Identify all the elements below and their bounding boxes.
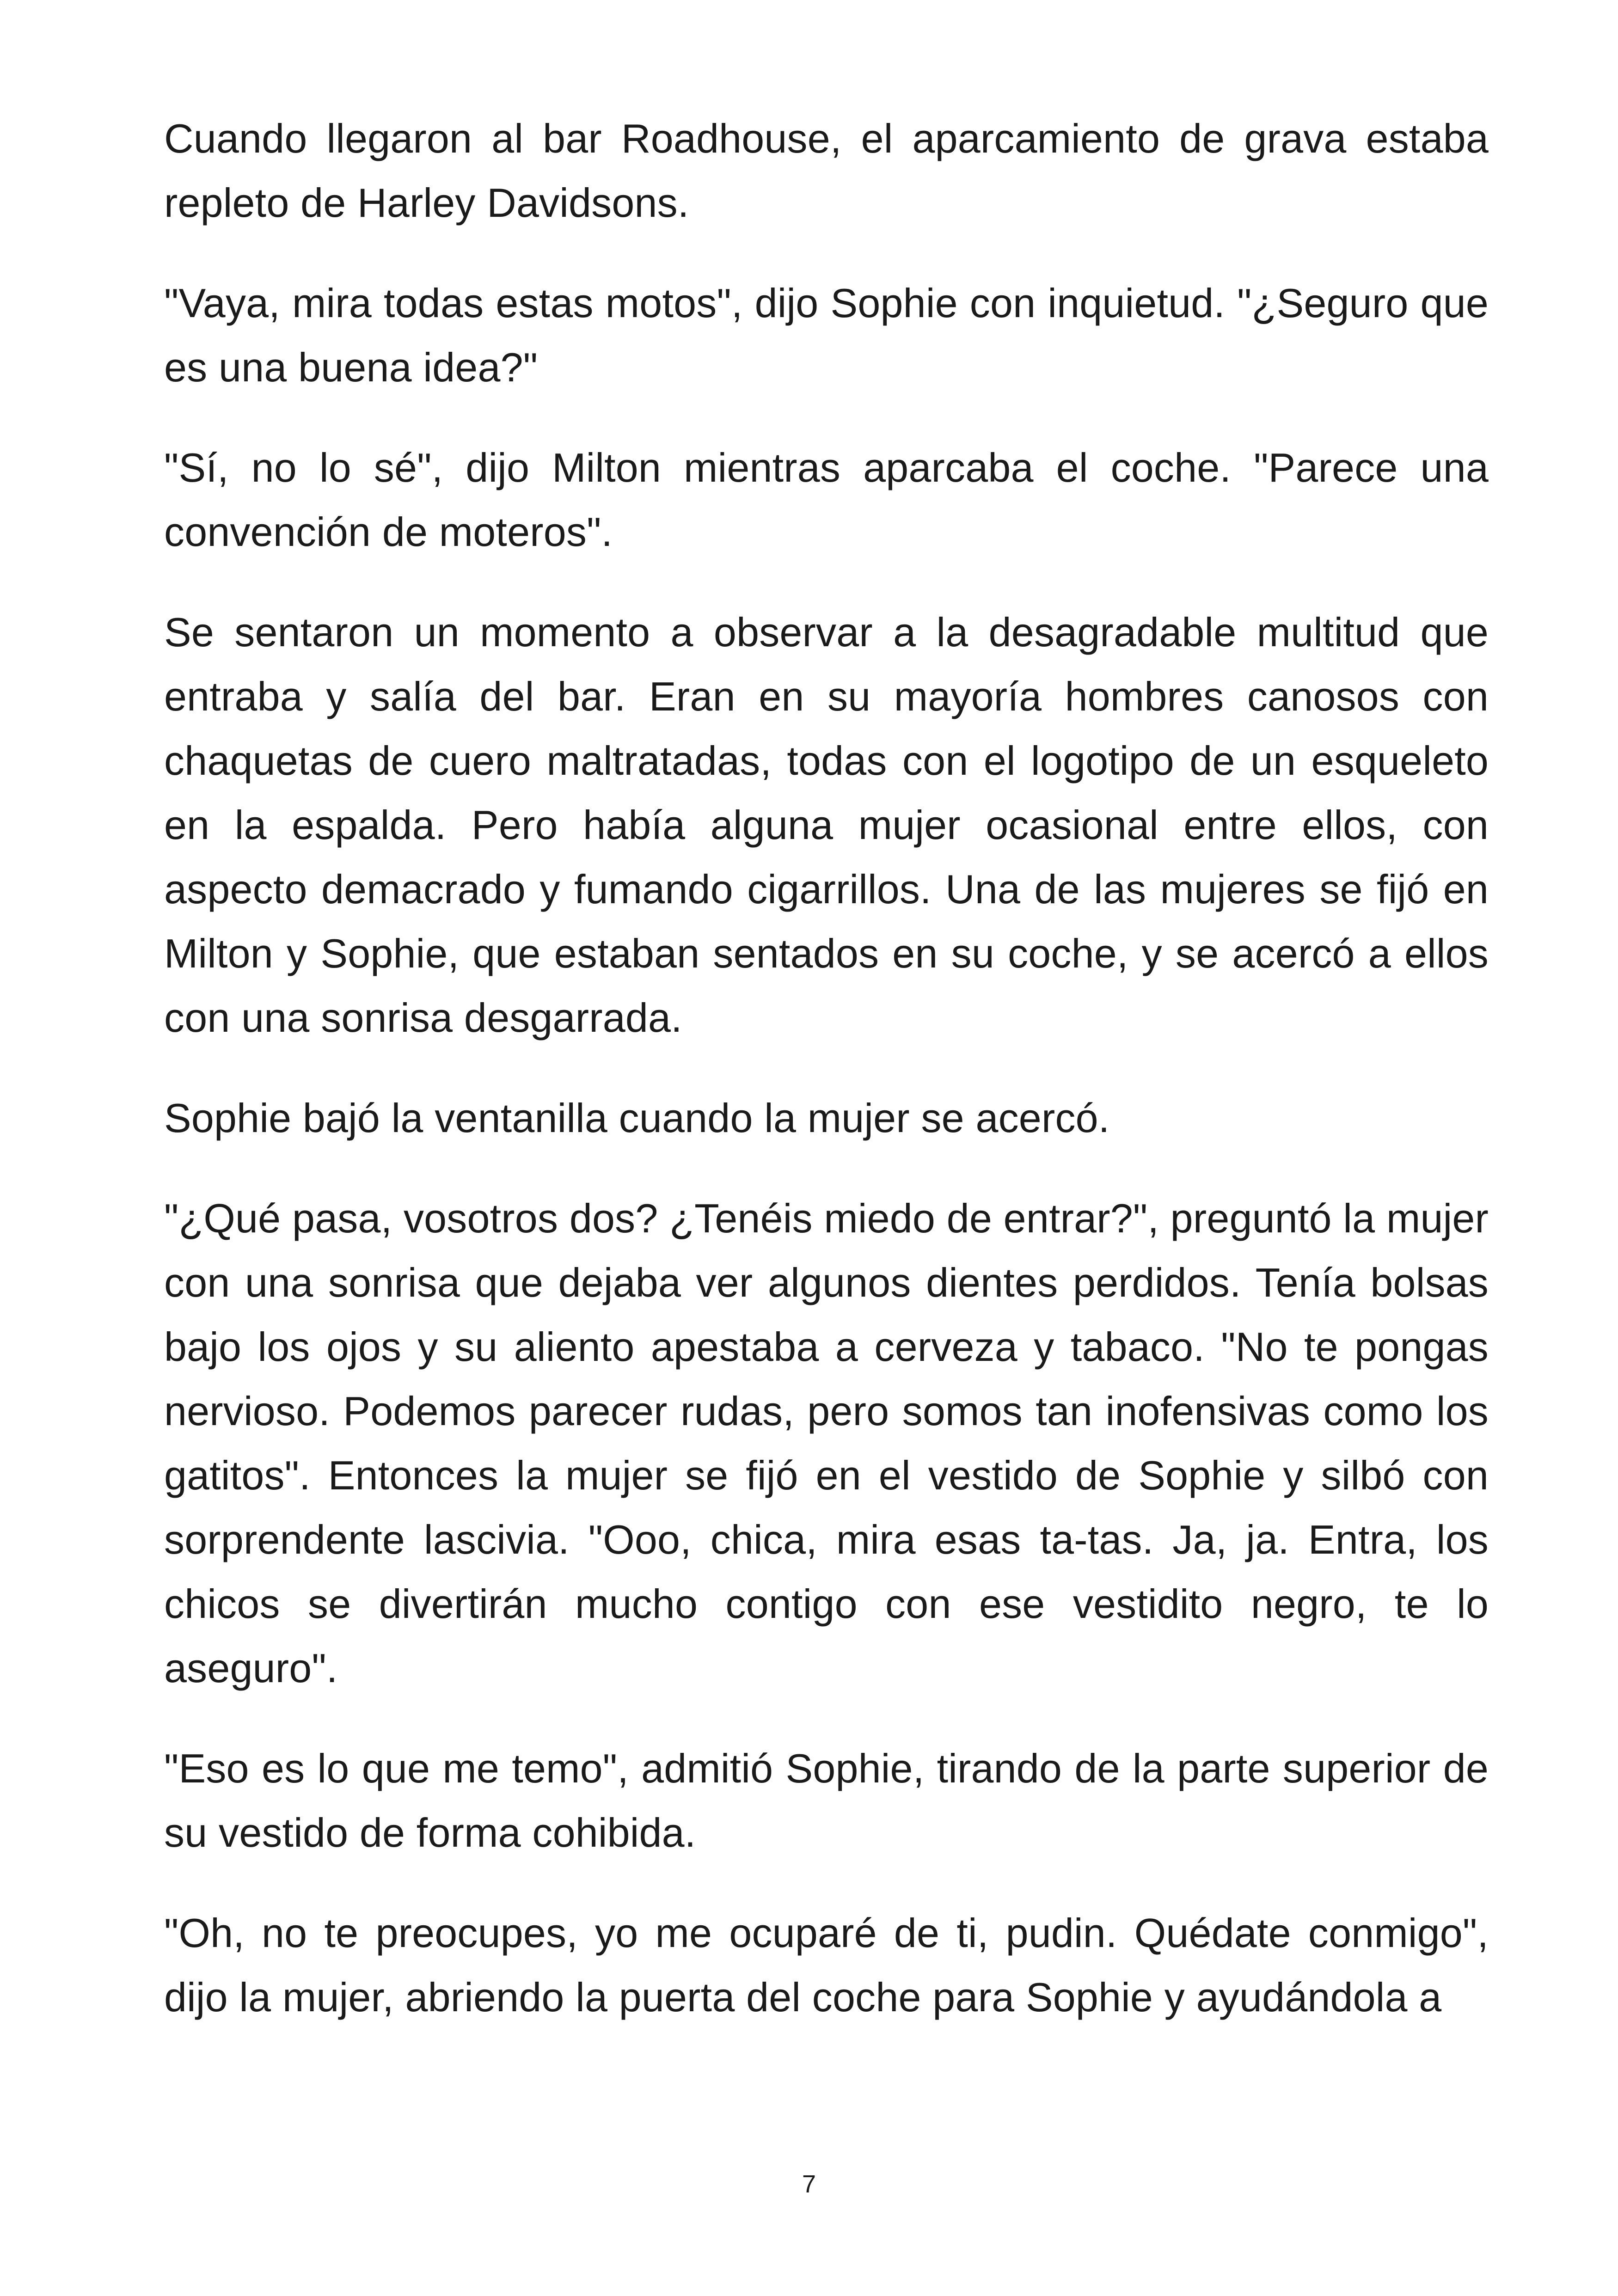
paragraph: Sophie bajó la ventanilla cuando la mujer se acercó. [164, 1095, 1110, 1141]
paragraph: "Sí, no lo sé", dijo Milton mientras aparcaba el coche. "Parece una convención de moteros". [164, 445, 1489, 555]
paragraph: "¿Qué pasa, vosotros dos? ¿Tenéis miedo de entrar?", preguntó la mujer con una sonrisa que dejaba ver algunos dientes perdidos. Tenía bolsas bajo los ojos y su aliento apestaba a cerveza y tabaco. "No te pongas nervioso. Podemos parecer rudas, pero somos tan inofensivas como los gatitos". Entonces la mujer se fijó en el vestido de Sophie y silbó con sorprendente lascivia. "Ooo, chica, mira esas ta-tas. Ja, ja. Entra, los chicos se divertirán mucho contigo con ese vestidito negro, te lo aseguro". [164, 1195, 1489, 1691]
body-text [164, 106, 1489, 2029]
page-number: 7 [802, 2170, 816, 2198]
paragraph: Se sentaron un momento a observar a la desagradable multitud que entraba y salía del bar. Eran en su mayoría hombres canosos con chaquetas de cuero maltratadas, todas con el logotipo de un esqueleto en la espalda. Pero había alguna mujer ocasional entre ellos, con aspecto demacrado y fumando cigarrillos. Una de las mujeres se fijó en Milton y Sophie, que estaban sentados en su coche, y se acercó a ellos con una sonrisa desgarrada. [164, 609, 1489, 1041]
paragraph: "Vaya, mira todas estas motos", dijo Sophie con inquietud. "¿Seguro que es una buena idea?" [164, 280, 1489, 390]
paragraph: "Eso es lo que me temo", admitió Sophie, tirando de la parte superior de su vestido de forma cohibida. [164, 1745, 1489, 1855]
paragraph: Cuando llegaron al bar Roadhouse, el aparcamiento de grava estaba repleto de Harley Davidsons. [164, 116, 1489, 226]
paragraph: "Oh, no te preocupes, yo me ocuparé de ti, pudin. Quédate conmigo", dijo la mujer, abriendo la puerta del coche para Sophie y ayudándola a [164, 1910, 1489, 2020]
